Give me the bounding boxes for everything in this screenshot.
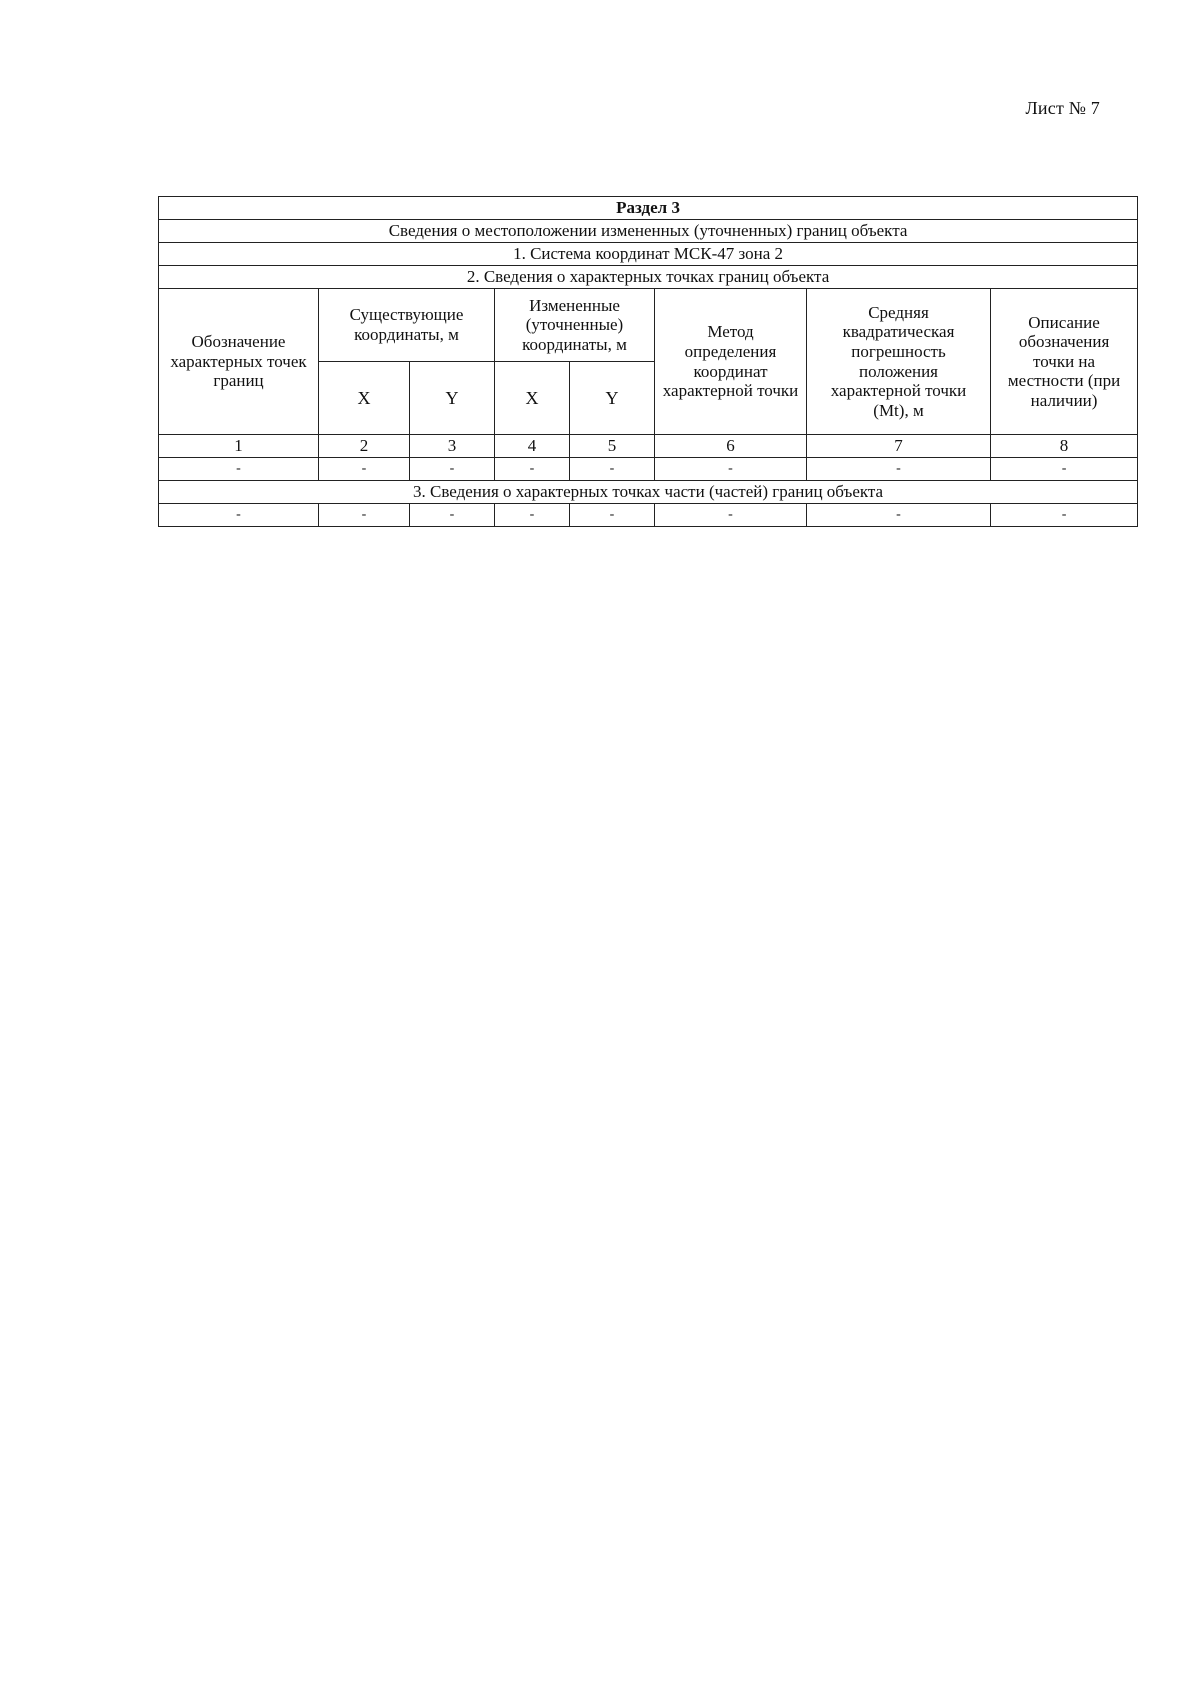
parts-cell: - — [159, 504, 319, 527]
coordinate-system: 1. Система координат МСК-47 зона 2 — [159, 243, 1138, 266]
column-number: 1 — [159, 435, 319, 458]
column-number: 7 — [807, 435, 991, 458]
parts-cell: - — [655, 504, 807, 527]
header-x-changed: X — [495, 362, 570, 435]
header-y-existing: Y — [410, 362, 495, 435]
header-y-changed: Y — [570, 362, 655, 435]
parts-heading: 3. Сведения о характерных точках части (частей) границ объекта — [159, 481, 1138, 504]
header-point-designation: Обозначение характерных точек границ — [159, 289, 319, 435]
parts-cell: - — [807, 504, 991, 527]
parts-cell: - — [319, 504, 410, 527]
column-number: 4 — [495, 435, 570, 458]
points-cell: - — [991, 458, 1138, 481]
points-heading: 2. Сведения о характерных точках границ объекта — [159, 266, 1138, 289]
points-cell: - — [410, 458, 495, 481]
column-number: 2 — [319, 435, 410, 458]
header-existing-coords: Существующие координаты, м — [319, 289, 495, 362]
points-cell: - — [807, 458, 991, 481]
header-description: Описание обозначения точки на местности (при наличии) — [991, 289, 1138, 435]
parts-cell: - — [570, 504, 655, 527]
points-cell: - — [159, 458, 319, 481]
header-x-existing: X — [319, 362, 410, 435]
column-number: 3 — [410, 435, 495, 458]
parts-cell: - — [495, 504, 570, 527]
points-cell: - — [319, 458, 410, 481]
parts-cell: - — [410, 504, 495, 527]
header-method: Метод определения координат характерной точки — [655, 289, 807, 435]
parts-cell: - — [991, 504, 1138, 527]
points-cell: - — [570, 458, 655, 481]
column-number: 8 — [991, 435, 1138, 458]
column-number: 5 — [570, 435, 655, 458]
section-3-table — [158, 196, 1138, 527]
section-subtitle: Сведения о местоположении измененных (уточненных) границ объекта — [159, 220, 1138, 243]
points-cell: - — [495, 458, 570, 481]
column-number: 6 — [655, 435, 807, 458]
header-changed-coords: Измененные (уточненные) координаты, м — [495, 289, 655, 362]
section-title: Раздел 3 — [159, 197, 1138, 220]
header-error: Средняя квадратическая погрешность положения характерной точки (Mt), м — [807, 289, 991, 435]
sheet-number: Лист № 7 — [1025, 98, 1100, 118]
points-cell: - — [655, 458, 807, 481]
